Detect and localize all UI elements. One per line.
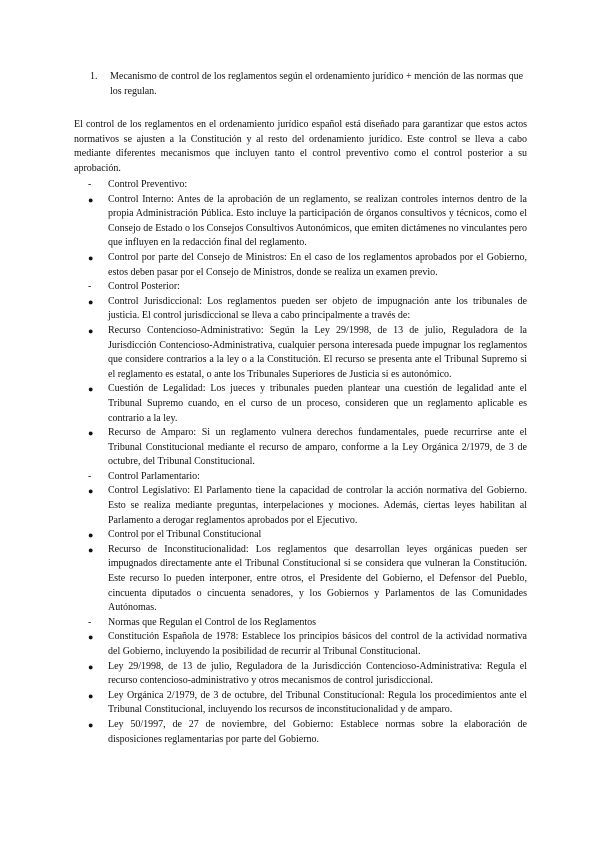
bullet-icon: ● xyxy=(88,661,94,672)
list-item xyxy=(74,280,527,295)
list-item-text: Recurso de Inconstitucionalidad: Los reglamentos que desarrollan leyes orgánicas pueden ser impugnados directamente ante el Tribunal Constitucional si se considera que vulneran la Constitución. Este recurso lo pueden interponer, entre otros, el Presidente del Gobierno, el Defensor del Pueblo, cincuenta diputados o cincuenta senadores, y los Gobiernos y Parlamentos de las Comunidades Autónomas. xyxy=(108,543,527,614)
list-item xyxy=(74,484,527,528)
section-heading xyxy=(90,70,530,99)
list-item-text: Constitución Española de 1978: Establece los principios básicos del control de la actividad normativa del Gobierno, incluyendo la posibilidad de recurrir al Tribunal Constitucional. xyxy=(108,631,527,657)
heading-text: Mecanismo de control de los reglamentos según el ordenamiento jurídico + mención de las normas que los regulan. xyxy=(110,71,524,97)
list-item xyxy=(74,178,527,193)
bullet-icon: ● xyxy=(88,719,94,730)
list-item xyxy=(74,543,527,616)
list-item xyxy=(74,689,527,718)
list-item xyxy=(74,616,527,631)
bullet-icon: ● xyxy=(88,486,94,497)
dash-marker: - xyxy=(88,616,92,628)
list-item-text: Control Legislativo: El Parlamento tiene la capacidad de controlar la acción normativa del Gobierno. Esto se realiza mediante preguntas, interpelaciones y mociones. Además, ciertas leyes habilitan al Parlamento a derogar reglamentos aprobados por el Ejecutivo. xyxy=(108,485,527,526)
bullet-icon: ● xyxy=(88,194,94,205)
list-item xyxy=(74,251,527,280)
bullet-icon: ● xyxy=(88,690,94,701)
bullet-icon: ● xyxy=(88,252,94,263)
list-item xyxy=(74,630,527,659)
bullet-icon: ● xyxy=(88,384,94,395)
list-item-text: Recurso Contencioso-Administrativo: Según la Ley 29/1998, de 13 de julio, Reguladora de la Jurisdicción Contencioso-Administrativa, cualquier persona interesada puede impugnar los reglamentos que considere contrarios a la ley o a la Constitución. El recurso se presenta ante el Tribunal Supremo si el reglamento es estatal, o ante los Tribunales Superiores de Justicia si es autonómico. xyxy=(108,324,527,380)
dash-marker: - xyxy=(88,281,92,293)
list-item-text: Control Parlamentario: xyxy=(108,470,200,482)
heading-number: 1. xyxy=(90,71,98,82)
bullet-icon: ● xyxy=(88,544,94,555)
list-item xyxy=(74,324,527,382)
list-item xyxy=(74,528,527,543)
bullet-icon: ● xyxy=(88,296,94,307)
list-item-text: Recurso de Amparo: Si un reglamento vulnera derechos fundamentales, puede recurrirse ante el Tribunal Constitucional mediante el recurso de amparo, conforme a la Ley Orgánica 2/1979, de 3 de octubre, del Tribunal Constitucional. xyxy=(108,427,527,468)
dash-marker: - xyxy=(88,470,92,482)
list-item xyxy=(74,470,527,485)
bullet-icon: ● xyxy=(88,530,94,541)
list-item xyxy=(74,382,527,426)
list-item-text: Control Jurisdiccional: Los reglamentos pueden ser objeto de impugnación ante los tribunales de justicia. El control jurisdiccional se lleva a cabo principalmente a través de: xyxy=(108,295,527,322)
list-item-text: Control Preventivo: xyxy=(108,179,188,190)
list-item-text: Control Interno: Antes de la aprobación de un reglamento, se realizan controles internos dentro de la propia Administración Pública. Esto incluye la participación de órganos consultivos y técnicos, como el Consejo de Estado o los Consejos Consultivos Autonómicos, que emiten dictámenes no vinculantes pero que influyen en la redacción final del reglamento. xyxy=(108,193,527,249)
list-item xyxy=(74,660,527,689)
dash-marker: - xyxy=(88,179,92,190)
bullet-icon: ● xyxy=(88,428,94,439)
list-item-text: Control Posterior: xyxy=(108,281,180,293)
list-item-text: Control por parte del Consejo de Ministros: En el caso de los reglamentos aprobados por el Gobierno, estos deben pasar por el Consejo de Ministros, donde se realiza un examen previo. xyxy=(108,251,527,278)
bullet-icon: ● xyxy=(88,325,94,336)
list-item-text: Normas que Regulan el Control de los Reglamentos xyxy=(108,616,317,628)
list-item-text: Ley 29/1998, de 13 de julio, Reguladora de la Jurisdicción Contencioso-Administrativa: Regula el recurso contencioso-administrativo y otros mecanismos de control jurisdiccional. xyxy=(108,660,527,687)
list-item-text: Cuestión de Legalidad: Los jueces y tribunales pueden plantear una cuestión de legalidad ante el Tribunal Supremo cuando, en el curso de un proceso, consideren que un reglamento aplicable es contrario a la ley. xyxy=(108,383,527,424)
list-item-text: Ley Orgánica 2/1979, de 3 de octubre, del Tribunal Constitucional: Regula los procedimientos ante el Tribunal Constitucional, incluyendo los recursos de inconstitucionalidad y de amparo. xyxy=(108,689,527,716)
intro-paragraph: El control de los reglamentos en el ordenamiento jurídico español está diseñado para garantizar que estos actos normativos se ajusten a la Constitución y al resto del ordenamiento jurídico. Este control se lleva a cabo mediante diferentes mecanismos que incluyen tanto el control preventivo como el control posterior a su aprobación. xyxy=(74,119,527,174)
list-item-text: Ley 50/1997, de 27 de noviembre, del Gobierno: Establece normas sobre la elaboración de disposiciones reglamentarias por parte del Gobierno. xyxy=(108,718,527,745)
control-list xyxy=(74,178,527,747)
list-item xyxy=(74,193,527,251)
list-item xyxy=(74,295,527,324)
list-item xyxy=(74,426,527,470)
list-item-text: Control por el Tribunal Constitucional xyxy=(108,529,262,541)
bullet-icon: ● xyxy=(88,632,94,643)
list-item xyxy=(74,718,527,747)
